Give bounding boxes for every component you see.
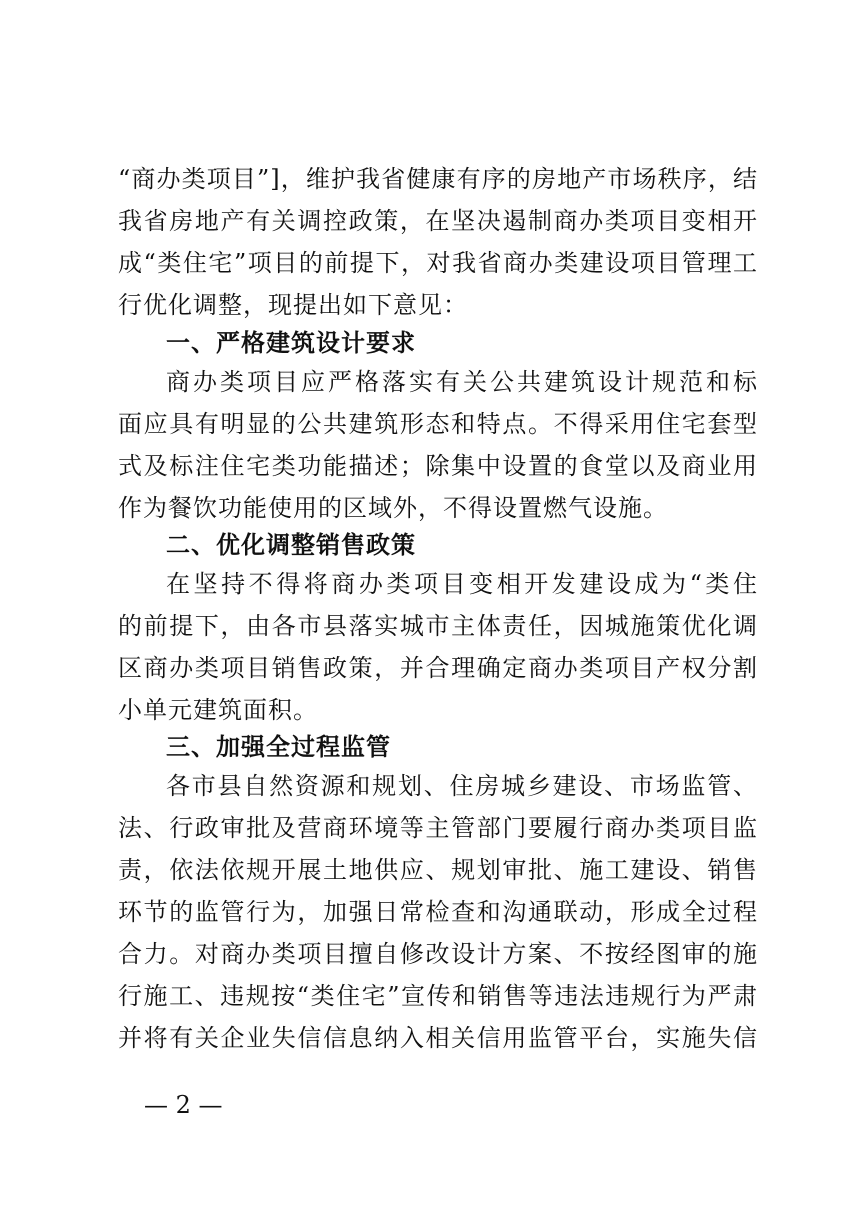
intro-line: 行优化调整，现提出如下意见： bbox=[118, 291, 468, 319]
section-heading: 二、优化调整销售政策 bbox=[166, 531, 416, 559]
paragraph-line: 小单元建筑面积。 bbox=[118, 696, 318, 724]
paragraph-line: 面应具有明显的公共建筑形态和特点。不得采用住宅套型 bbox=[118, 410, 758, 438]
intro-line: 我省房地产有关调控政策，在坚决遏制商办类项目变相开 bbox=[118, 207, 758, 235]
paragraph-line: 并将有关企业失信信息纳入相关信用监管平台，实施失信 bbox=[118, 1024, 758, 1052]
paragraph-line: 区商办类项目销售政策，并合理确定商办类项目产权分割 bbox=[118, 654, 758, 682]
paragraph-line: 商办类项目应严格落实有关公共建筑设计规范和标 bbox=[166, 368, 758, 396]
paragraph-line: 环节的监管行为，加强日常检查和沟通联动，形成全过程 bbox=[118, 898, 758, 926]
paragraph-line: 在坚持不得将商办类项目变相开发建设成为“类住 bbox=[166, 570, 758, 598]
paragraph-line: 行施工、违规按“类住宅”宣传和销售等违法违规行为严肃 bbox=[118, 982, 758, 1010]
paragraph-line: 责，依法依规开展土地供应、规划审批、施工建设、销售 bbox=[118, 856, 758, 884]
paragraph-line: 合力。对商办类项目擅自修改设计方案、不按经图审的施 bbox=[118, 940, 758, 968]
paragraph-line: 的前提下，由各市县落实城市主体责任，因城施策优化调 bbox=[118, 612, 758, 640]
page-number: — 2 — bbox=[144, 1091, 223, 1119]
intro-line: “商办类项目”]，维护我省健康有序的房地产市场秩序，结 bbox=[118, 165, 758, 193]
section-heading: 一、严格建筑设计要求 bbox=[166, 329, 416, 357]
paragraph-line: 法、行政审批及营商环境等主管部门要履行商办类项目监 bbox=[118, 814, 758, 842]
section-heading: 三、加强全过程监管 bbox=[166, 733, 391, 761]
paragraph-line: 各市县自然资源和规划、住房城乡建设、市场监管、 bbox=[166, 772, 758, 800]
paragraph-line: 式及标注住宅类功能描述；除集中设置的食堂以及商业用 bbox=[118, 452, 758, 480]
paragraph-line: 作为餐饮功能使用的区域外，不得设置燃气设施。 bbox=[118, 494, 668, 522]
intro-line: 成“类住宅”项目的前提下，对我省商办类建设项目管理工 bbox=[118, 249, 758, 277]
